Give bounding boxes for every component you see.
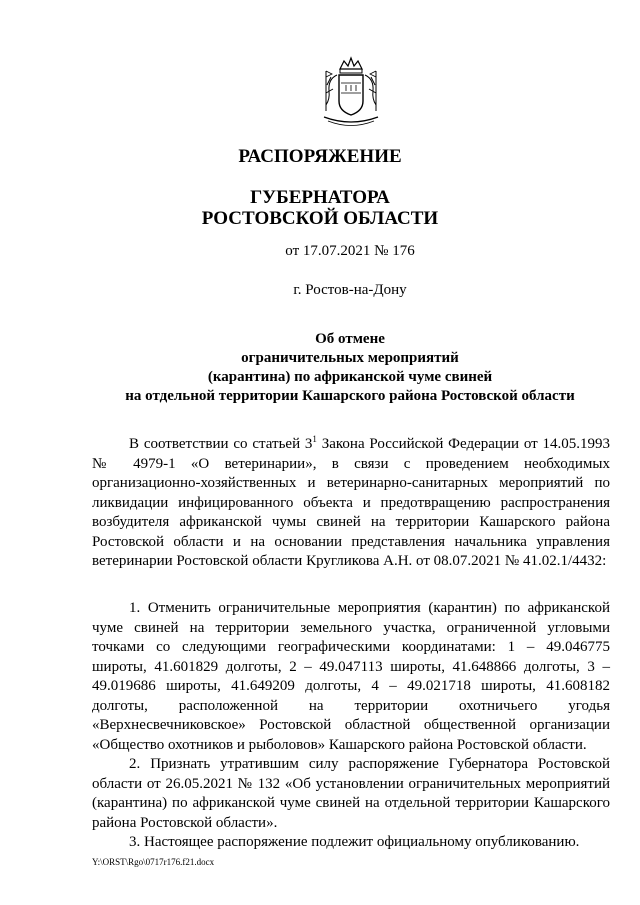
subject-line: на отдельной территории Кашарского района Ростовской области [125, 388, 575, 404]
article-superscript: 1 [312, 434, 317, 444]
document-type-title: РАСПОРЯЖЕНИЕ [238, 146, 402, 167]
coat-of-arms-emblem [318, 55, 384, 130]
document-subject [0, 330, 640, 406]
order-item: 1. Отменить ограничительные мероприятия (карантин) по африканской чуме свиней на территории земельного участка, ограниченной угловыми точками со следующими географическими координатами: 1 – 49.046775 широты, 41.601829 долготы, 2 – 49.047113 широты, 41.648866 долготы, 3 – 49.019686 широты, 41.649209 долготы, 4 – 49.021718 широты, 41.608182 долготы, расположенной на территории охотничьего угодья «Верхнесвечниковское» Ростовской областной общественной организации «Общество охотников и рыболовов» Кашарского района Ростовской области. [92, 600, 610, 753]
preamble-text-rest: Закона Российской Федерации от 14.05.1993 № 4979-1 «О ветеринарии», в связи с проведением необходимых организационно-хозяйственных и ветеринарно-санитарных мероприятий по ликвидации инфицированного объекта и предотвращению распространения возбудителя африканской чумы свиней на территории Кашарского района Ростовской области и на основании представления начальника управления ветеринарии Ростовской области Кругликова А.Н. от 08.07.2021 № 41.02.1/4432: [92, 436, 610, 569]
subject-line: (карантина) по африканской чуме свиней [207, 369, 493, 385]
document-date-number: от 17.07.2021 № 176 [285, 243, 415, 259]
issuer-title-line2: РОСТОВСКОЙ ОБЛАСТИ [201, 208, 439, 229]
order-item: 3. Настоящее распоряжение подлежит официальному опубликованию. [129, 834, 580, 850]
file-path-footer: Y:\ORST\Rgo\0717r176.f21.docx [92, 857, 215, 867]
preamble-paragraph [92, 435, 610, 572]
order-items [92, 599, 610, 853]
subject-line: ограничительных мероприятий [241, 350, 459, 366]
order-item: 2. Признать утратившим силу распоряжение Губернатора Ростовской области от 26.05.2021 № 132 «Об установлении ограничительных мероприятий (карантина) по африканской чуме свиней на отдельной территории Кашарского района Ростовской области». [92, 756, 610, 831]
document-city: г. Ростов-на-Дону [293, 282, 407, 298]
preamble-text-start: В соответствии со статьей 3 [129, 436, 313, 452]
issuer-title-line1: ГУБЕРНАТОРА [250, 187, 390, 208]
subject-line: Об отмене [315, 331, 385, 347]
